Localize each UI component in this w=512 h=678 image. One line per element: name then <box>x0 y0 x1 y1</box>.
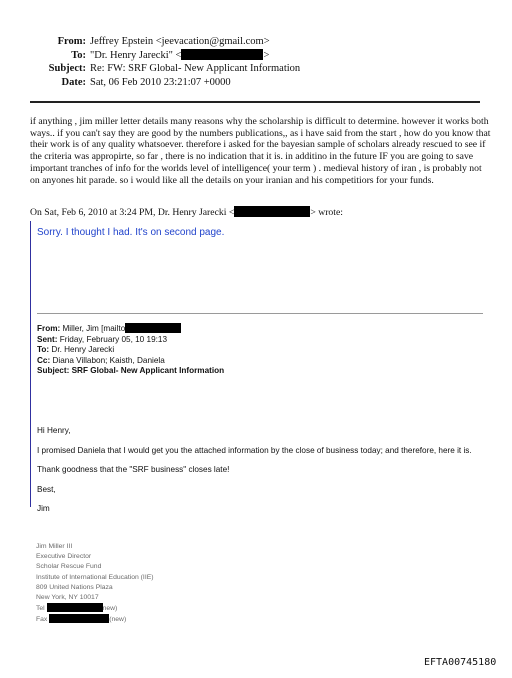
fwd-from-value: Miller, Jim [mailto <box>62 324 126 333</box>
forward-divider <box>37 313 483 314</box>
fwd-to-label: To: <box>37 345 50 355</box>
to-row <box>14 49 314 63</box>
fwd-subject-row <box>37 366 224 377</box>
signature-line: 809 United Nations Plaza <box>36 583 113 591</box>
from-label: From: <box>57 36 86 47</box>
signature-line: Jim Miller III <box>36 543 73 550</box>
signature-block <box>36 542 154 626</box>
header-divider <box>30 101 480 103</box>
attribution-suffix: > wrote: <box>310 207 343 218</box>
closing: Best, <box>37 484 56 494</box>
redaction-box <box>49 614 109 623</box>
sender-name: Jim <box>37 504 50 514</box>
fax-label: Fax <box>36 616 48 624</box>
greeting: Hi Henry, <box>37 426 71 435</box>
reply-text: Sorry. I thought I had. It's on second page. <box>37 227 225 238</box>
fwd-cc-value: Diana Villabon; Kaisth, Daniela <box>52 355 165 365</box>
body-paragraph: if anything , jim miller letter details many reasons why the scholarship is difficult to determine. however it works both ways.. if you can't say they are good by the numbers publications,, as i have said from the start , how do you know that their work is of any quality whatsoever. therefore i asked for the bayesian sample of scholars already rescued to see if the criteria was appropirte, so far , there is no indication that it is. in additino in the future IF you are going to save important tranches of info for the worlds level of intelligence( your term ) . medieval history of iran , is probably not on anyones hit parade. so i would like all the details on your iranian and his competitiors for your funds. <box>30 116 491 186</box>
message-paragraph: Thank goodness that the "SRF business" closes late! <box>37 465 230 475</box>
fwd-from-row <box>37 323 224 335</box>
fwd-subject-value: SRF Global- New Applicant Information <box>71 366 225 376</box>
subject-value: Re: FW: SRF Global- New Applicant Information <box>90 63 301 74</box>
forwarded-header <box>37 323 224 377</box>
from-row <box>14 35 314 49</box>
signature-line: Executive Director <box>36 553 92 561</box>
signature-fax <box>36 614 154 625</box>
redaction-box <box>125 323 181 333</box>
to-value: "Dr. Henry Jarecki" < <box>90 49 182 61</box>
date-label: Date: <box>61 76 86 88</box>
fax-suffix: (new) <box>109 616 127 624</box>
fwd-sent-row <box>37 335 224 346</box>
fwd-cc-row <box>37 356 224 367</box>
tel-suffix: new) <box>102 605 118 613</box>
message-body <box>30 116 492 186</box>
signature-line: Institute of International Education (IIE) <box>36 573 154 581</box>
signature-line: New York, NY 10017 <box>36 594 99 602</box>
email-header <box>14 35 314 89</box>
date-row <box>14 76 314 90</box>
signature-line: Scholar Rescue Fund <box>36 563 102 571</box>
forwarded-message <box>37 426 481 524</box>
fwd-sent-label: Sent: <box>37 334 58 344</box>
fwd-cc-label: Cc: <box>37 355 51 365</box>
to-suffix: > <box>263 49 270 61</box>
fwd-from-label: From: <box>37 324 61 333</box>
redaction-box <box>234 206 310 217</box>
attribution-prefix: On Sat, Feb 6, 2010 at 3:24 PM, Dr. Henry Jarecki < <box>30 207 235 218</box>
date-value: Sat, 06 Feb 2010 23:21:07 +0000 <box>90 76 231 88</box>
signature-tel <box>36 603 154 614</box>
from-value: Jeffrey Epstein <jeevacation@gmail.com> <box>90 36 270 47</box>
fwd-subject-label: Subject: <box>37 366 70 376</box>
quoted-message <box>30 221 489 514</box>
redaction-box <box>181 49 263 60</box>
quote-attribution <box>30 206 343 218</box>
redaction-box <box>47 603 103 612</box>
document-id: EFTA00745180 <box>424 657 497 668</box>
tel-label: Tel <box>36 605 45 613</box>
subject-row <box>14 62 314 76</box>
fwd-sent-value: Friday, February 05, 10 19:13 <box>59 334 168 344</box>
subject-label: Subject: <box>48 63 86 74</box>
message-paragraph: I promised Daniela that I would get you the attached information by the close of business today; and therefore, here it is. <box>37 445 472 455</box>
fwd-to-row <box>37 345 224 356</box>
to-label: To: <box>71 49 86 61</box>
fwd-to-value: Dr. Henry Jarecki <box>51 345 115 355</box>
